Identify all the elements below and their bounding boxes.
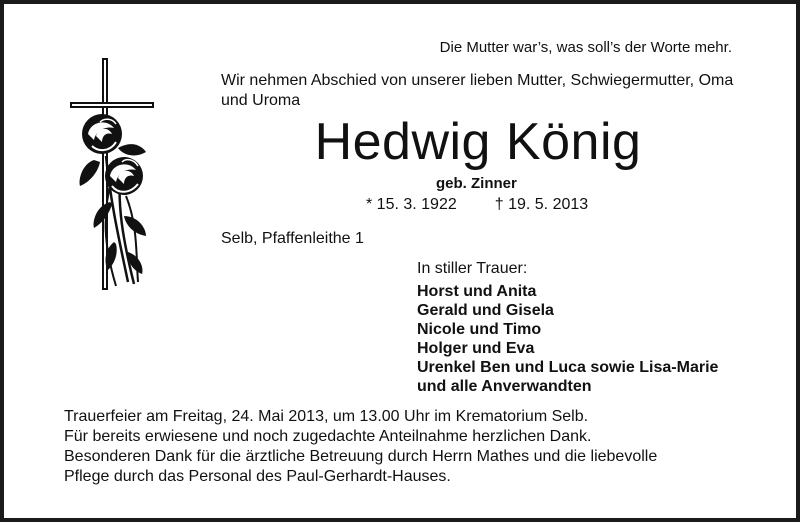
footer-text (64, 407, 657, 487)
life-dates (366, 197, 588, 213)
cross-with-roses-icon (66, 56, 186, 296)
farewell-intro: Wir nehmen Abschied von unserer lieben Mutter, Schwiegermutter, Oma und Uroma (221, 72, 734, 109)
birth-date: * 15. 3. 1922 (366, 196, 457, 213)
mourner-item: Nicole und Timo (417, 321, 542, 338)
mourners-list (417, 282, 718, 396)
mourner-item: Horst und Anita (417, 283, 537, 300)
mourner-item: Holger und Eva (417, 340, 535, 357)
epigraph-quote: Die Mutter war’s, was soll’s der Worte mehr. (439, 39, 732, 56)
funeral-info: Trauerfeier am Freitag, 24. Mai 2013, um 13.00 Uhr im Krematorium Selb. (64, 408, 589, 425)
deceased-name: Hedwig König (314, 113, 642, 171)
address: Selb, Pfaffenleithe 1 (221, 230, 364, 247)
special-thanks-line: Besonderen Dank für die ärztliche Betreuung durch Herrn Mathes und die liebevolle (64, 448, 658, 465)
mourning-label: In stiller Trauer: (417, 260, 528, 277)
thanks-line: Für bereits erwiesene und noch zugedachte Anteilnahme herzlichen Dank. (64, 428, 592, 445)
special-thanks-line-2: Pflege durch das Personal des Paul-Gerhardt-Hauses. (64, 468, 451, 485)
death-date: † 19. 5. 2013 (494, 196, 589, 213)
mourner-item: Urenkel Ben und Luca sowie Lisa-Marie (417, 359, 719, 376)
birth-name: geb. Zinner (436, 175, 517, 192)
mourner-item: Gerald und Gisela (417, 302, 554, 319)
mourner-item: und alle Anverwandten (417, 378, 592, 395)
